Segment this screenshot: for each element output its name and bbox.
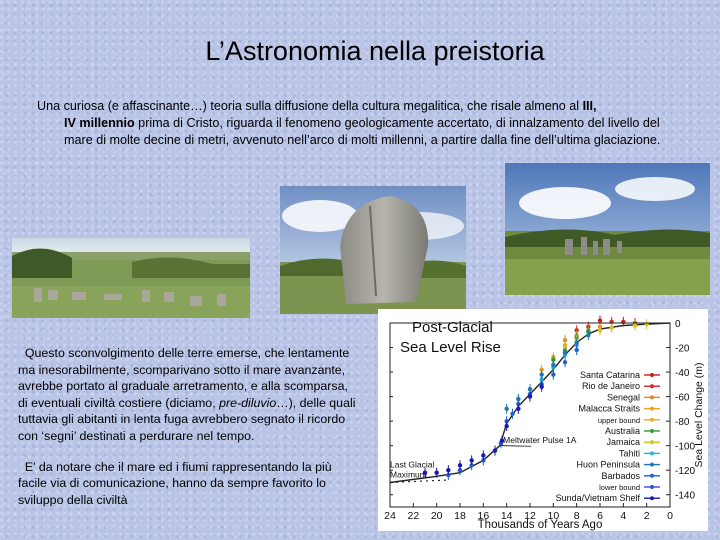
intro-bold-millennium-2: IV millennio <box>64 116 135 130</box>
chart-annotation: Maximum <box>390 469 427 480</box>
data-point <box>539 372 543 376</box>
data-point <box>469 458 473 462</box>
legend-label: lower bound <box>599 483 640 492</box>
standing-stones-photo <box>505 163 710 295</box>
legend-marker <box>650 485 654 489</box>
y-tick-label: -60 <box>675 392 690 404</box>
meltwater-arrow <box>501 446 531 447</box>
x-tick-label: 12 <box>524 510 536 522</box>
data-point <box>563 350 567 354</box>
legend-marker <box>650 474 654 478</box>
x-tick-label: 2 <box>643 510 650 522</box>
legend-label: Australia <box>604 426 640 436</box>
chart-annotation: Last Glacial <box>390 459 435 470</box>
legend-label: Senegal <box>606 392 640 403</box>
x-tick-label: 24 <box>384 510 396 522</box>
stone-circle-photo <box>12 238 250 318</box>
paragraph-sea-rise-start: Questo sconvolgimento delle terre emerse, che lentamente ma inesorabilmente, scomparivano sotto il mare avanzante, avrebbe portato al graduale arretramento, e alla scomparsa, di eventuali civiltà costiere (diciamo, <box>18 346 350 410</box>
sea-level-chart <box>378 309 708 531</box>
data-point <box>551 372 555 376</box>
data-point <box>434 470 438 474</box>
y-tick-label: -100 <box>675 441 696 453</box>
x-tick-label: 14 <box>500 510 513 522</box>
legend-label: Barbados <box>601 470 640 481</box>
x-tick-label: 10 <box>547 510 560 522</box>
x-tick-label: 22 <box>407 510 420 522</box>
x-tick-label: 6 <box>597 510 603 522</box>
legend-label: Malacca Straits <box>578 403 640 414</box>
paragraph-civilization-text: E’ da notare che il mare ed i fiumi rappresentando la più facile via di comunicazione, hanno da sempre favorito lo sviluppo della civiltà <box>18 459 332 507</box>
legend-label: Sunda/Vietnam Shelf <box>555 493 640 504</box>
data-point <box>586 333 590 337</box>
chart-title-line-1: Post-Glacial <box>412 319 493 336</box>
legend-marker <box>650 407 654 411</box>
chart-annotation: Meltwater Pulse 1A <box>503 435 577 446</box>
pre-diluvio-term: pre-diluvio <box>219 395 277 410</box>
data-point <box>598 328 602 332</box>
body-text <box>18 345 358 522</box>
data-point <box>551 363 555 367</box>
data-point <box>609 326 613 330</box>
y-tick-label: -140 <box>675 490 696 502</box>
data-point <box>458 463 462 467</box>
sea-level-chart-svg <box>378 309 708 531</box>
intro-bold-millennium: III, <box>582 99 597 113</box>
y-tick-label: 0 <box>675 319 681 330</box>
data-point <box>633 323 637 327</box>
legend-marker <box>650 451 654 455</box>
data-point <box>493 448 497 452</box>
paragraph-sea-rise <box>18 345 358 445</box>
data-point <box>574 348 578 352</box>
y-tick-label: -80 <box>675 417 690 429</box>
data-point <box>539 385 543 389</box>
x-tick-label: 8 <box>573 510 580 522</box>
legend-label: Huon Peninsula <box>576 459 640 470</box>
legend-marker <box>650 373 654 377</box>
x-tick-label: 4 <box>620 510 627 522</box>
data-point <box>528 394 532 398</box>
data-point <box>446 468 450 472</box>
legend-label: Rio de Janeiro <box>581 381 640 392</box>
slide-title: L’Astronomia nella preistoria <box>205 36 545 66</box>
y-tick-label: -120 <box>675 466 696 478</box>
legend-label: Santa Catarina <box>579 370 640 380</box>
y-axis-label: Sea Level Change (m) <box>693 362 705 468</box>
x-axis-label: Thousands of Years Ago <box>477 519 603 531</box>
paragraph-civilization <box>18 459 358 509</box>
intro-text-end: prima di Cristo, riguarda il fenomeno geologicamente accertato, di innalzamento del livello del mare di molte decine di metri, avvenuto nell’arco di molti millenni, a partire dalla fine dell’ultima glaciazione. <box>64 116 661 147</box>
y-tick-label: -40 <box>675 368 690 380</box>
legend-label: upper bound <box>597 415 640 425</box>
legend-marker <box>650 429 654 433</box>
legend-marker <box>650 440 654 444</box>
legend-marker <box>650 384 654 388</box>
paragraph-sea-rise-end: …), delle quali tuttavia gli abitanti in lenta fuga avrebbero segnato il ricordo con ‘segni’ destinati a perdurare nel tempo. <box>18 395 356 443</box>
data-point <box>574 340 578 344</box>
chart-title-line-2: Sea Level Rise <box>400 339 501 356</box>
legend-marker <box>650 496 654 500</box>
data-point <box>481 453 485 457</box>
x-tick-label: 20 <box>430 510 443 522</box>
data-point <box>563 360 567 364</box>
legend-marker <box>650 395 654 399</box>
y-tick-label: -20 <box>675 343 690 355</box>
data-point <box>516 407 520 411</box>
x-tick-label: 18 <box>454 510 466 522</box>
intro-continuation <box>37 115 669 149</box>
legend-label: Jamaica <box>606 437 640 448</box>
data-point <box>504 424 508 428</box>
legend-label: Tahiti <box>618 448 640 459</box>
menhir-photo <box>280 186 466 314</box>
legend-marker <box>650 463 654 467</box>
x-tick-label: 16 <box>477 510 490 522</box>
data-point <box>510 412 514 416</box>
legend-marker <box>650 418 654 422</box>
data-point <box>504 407 508 411</box>
intro-paragraph <box>37 98 669 149</box>
intro-text-start: Una curiosa (e affascinante…) teoria sulla diffusione della cultura megalitica, che risale almeno al <box>37 99 583 113</box>
x-tick-label: 0 <box>667 510 673 522</box>
